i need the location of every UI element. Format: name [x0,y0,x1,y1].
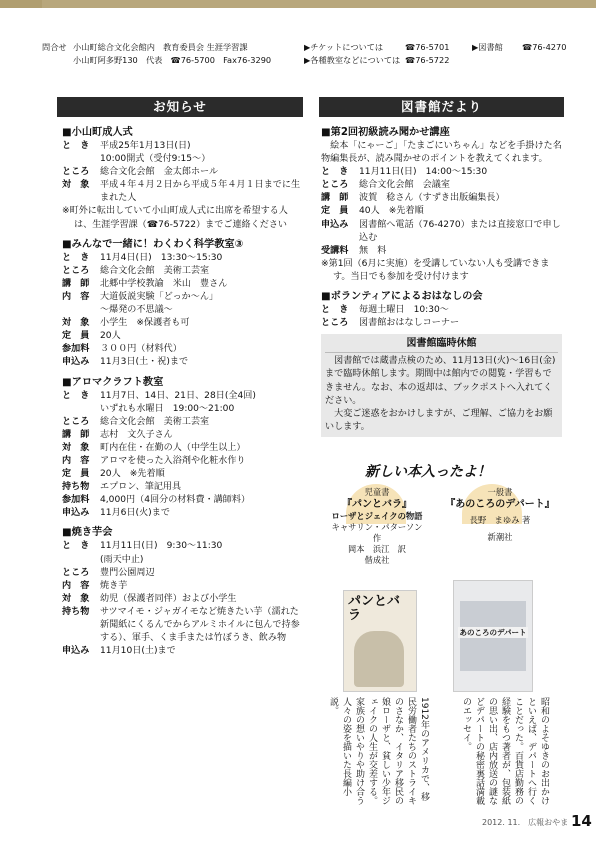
label: ところ [62,167,90,178]
label: 内 容 [62,580,90,591]
label: ところ [321,180,349,191]
label: 参加料 [62,344,90,355]
book-category: 児童書 [364,487,390,497]
value: 小学生 ※保護者も可 [100,318,190,329]
label: 持ち物 [62,606,90,617]
value: 町内在住・在勤の人（中学生以上） [100,442,246,453]
label: 参加料 [62,495,90,506]
value: 総合文化会館 美術工芸室 [100,265,210,276]
label: ところ [321,318,349,329]
closure-body2: 大変ご迷惑をおかけしますが、ご理解、ご協力をお願いします。 [325,408,553,432]
book-author: 長野 まゆみ 著 [469,515,531,525]
value: エプロン、筆記用具 [100,482,182,493]
value: 20人 [100,331,121,342]
intro-text: 絵本「にゃーご」「たまごにいちゃん」などを手掛けた名物編集長が、読み聞かせのポイントを教えてくれます。 [321,141,562,165]
book-translator: 岡本 浜江 訳 [347,544,407,554]
section-title: ■アロマクラフト教室 [62,376,164,388]
value: 大道仮説実験「どっか～ん」 [100,291,219,302]
value: サツマイモ・ジャガイモなど焼きたい芋（濡れた新聞紙にくるんでからアルミホイルに包んで持参する）、軍手、くま手または竹ぼうき、飲み物 [100,606,300,644]
label: と き [321,305,349,316]
value: (雨天中止) [100,554,144,565]
label: と き [62,390,90,401]
notices-header: お知らせ [57,97,303,117]
value: 総合文化会館 美術工芸室 [100,416,210,427]
value: いずれも水曜日 19:00～21:00 [100,403,235,414]
value: 毎週土曜日 10:30～ [359,305,449,316]
value: 図書館おはなしコーナー [359,318,460,329]
book-cover-image [343,590,417,692]
cover-illustration [354,631,404,687]
value: 波賀 稔さん（すずき出版編集長） [359,193,505,204]
label: 対 象 [62,442,90,453]
rooms-label: ▶各種教室などについては [304,55,401,65]
value: 図書館へ電話（76-4270）または直接窓口で申し込む [359,219,561,243]
book-category: 一般書 [487,487,513,497]
value: 11月6日(火)まで [100,508,170,519]
value: ３００円（材料代） [100,344,182,355]
book-title: 『あのころのデパート』 [445,499,555,510]
label: 申込み [62,508,90,519]
label: 対 象 [62,318,90,329]
book-publisher: 新潮社 [487,532,513,542]
value: 北郷中学校教諭 米山 豊さん [100,278,228,289]
label: 講 師 [321,193,349,204]
label: 受講料 [321,245,349,256]
rooms-tel: ☎76-5722 [405,55,450,65]
library-column [321,126,562,437]
label: 申込み [62,357,90,368]
value: 20人 ※先着順 [100,469,165,480]
note: ※第1回（6月に実施）を受講していない人も受講できます。当日でも参加を受け付けます [321,258,550,282]
book-description: 昭和のよそゆきのお出かけといえば、デパートへ行くことだった。百貨店勤務の経験をもつ著者が、包装紙の思い出、店内放送の謎などデパートの秘密裏話満載のエッセイ。 [461,697,549,805]
value: 11月10日(土)まで [100,646,176,657]
contact-label: 問合せ [42,42,67,52]
section-title: ■小山町成人式 [62,127,133,138]
value: 幼児（保護者同伴）および小学生 [100,593,237,604]
value: ～爆発の不思議～ [100,305,173,316]
book-general [444,487,556,543]
footer-issue: 2012. 11. 広報おやま [482,818,569,827]
book-children [327,487,427,566]
value: 平成４年４月２日から平成５年４月１日までに生まれた人 [100,180,301,204]
label: 定 員 [62,331,90,342]
book-cover-image [453,580,533,692]
value: 11月7日、14日、21日、28日(全4回) [100,390,256,401]
value: 11月4日(日) 13:30～15:30 [100,252,223,263]
library-header: 図書館だより [319,97,564,117]
value: 40人 ※先着順 [359,206,424,217]
value: 11月11日(日) 14:00～15:30 [359,167,488,178]
section-title: ■第2回初級読み聞かせ講座 [321,127,450,138]
label: 講 師 [62,429,90,440]
label: 内 容 [62,455,90,466]
value: 志村 文久子さん [100,429,173,440]
notices-column [62,126,302,658]
label: と き [62,141,90,151]
closure-title: 図書館臨時休館 [325,337,558,353]
top-band-accent [0,0,42,8]
label: 定 員 [321,206,349,217]
label: と き [62,252,90,263]
note: ※町外に転出していて小山町成人式に出席を希望する人は、生涯学習課（☎76-5722）までご連絡ください [62,206,288,230]
label: と き [62,541,90,552]
ticket-tel: ☎76-5701 [405,42,450,52]
label: ところ [62,416,90,427]
cover-title: あのころのデパート [459,628,527,637]
label: ところ [62,567,90,578]
value: 総合文化会館 会議室 [359,180,450,191]
label: ところ [62,265,90,276]
cover-title: パンとバラ [348,594,401,623]
library-tel: ☎76-4270 [522,42,567,52]
value: アロマを使った入浴剤や化粧水作り [100,455,246,466]
value: 11月11日(日) 9:30～11:30 [100,541,223,552]
label: 申込み [62,646,90,657]
ticket-label: ▶チケットについては [304,42,384,52]
label: 定 員 [62,469,90,480]
closure-box [321,334,562,437]
label: 持ち物 [62,482,90,493]
value: 11月3日(土・祝)まで [100,357,189,368]
label: 申込み [321,219,349,230]
closure-body: 図書館では蔵書点検のため、11月13日(火)～16日(金)まで臨時休館します。期間中は館内での閲覧・学習もできません。なお、本の返却は、ブックポストへ入れてください。 [325,356,556,406]
label: 対 象 [62,593,90,604]
contact-line1: 小山町総合文化会館内 教育委員会 生涯学習課 [73,42,248,52]
contact-line2: 小山町阿多野130 代表 ☎76-5700 Fax76-3290 [73,55,272,65]
section-title: ■みんなで一緒に！わくわく科学教室③ [62,238,244,250]
book-publisher: 偕成社 [364,555,390,565]
page-number: 14 [571,812,592,830]
value: 豊門公園周辺 [100,567,155,578]
book-author: キャサリン・パターソン 作 [331,522,423,543]
book-subtitle: ローザとジェイクの物語 [331,511,423,521]
label: 講 師 [62,278,90,289]
label: と き [321,167,349,178]
value: 焼き芋 [100,580,128,591]
book-title: 『パンとバラ』 [342,499,412,510]
value: 10:00開式（受付9:15～） [100,154,211,165]
book-description: 1912年のアメリカで、移民労働者たちのストライキのさなか、イタリア移民の娘ローザと、貧しい少年ジェイクの人生が交差する。家族の想いやりや助け合う人々の姿を描いた長編小説。 [328,697,429,805]
value: 無 料 [359,245,387,256]
library-label: ▶図書館 [472,42,503,52]
section-title: ■焼き芋会 [62,527,113,539]
value: 平成25年1月13日(日) [100,141,191,151]
top-band [0,0,596,8]
label: 内 容 [62,291,90,302]
value: 総合文化会館 金太郎ホール [100,167,219,178]
new-books-title: 新しい本入ったよ！ [365,464,491,480]
section-title: ■ボランティアによるおはなしの会 [321,291,483,303]
label: 対 象 [62,180,90,191]
value: 4,000円（4回分の材料費・講師料） [100,495,251,506]
